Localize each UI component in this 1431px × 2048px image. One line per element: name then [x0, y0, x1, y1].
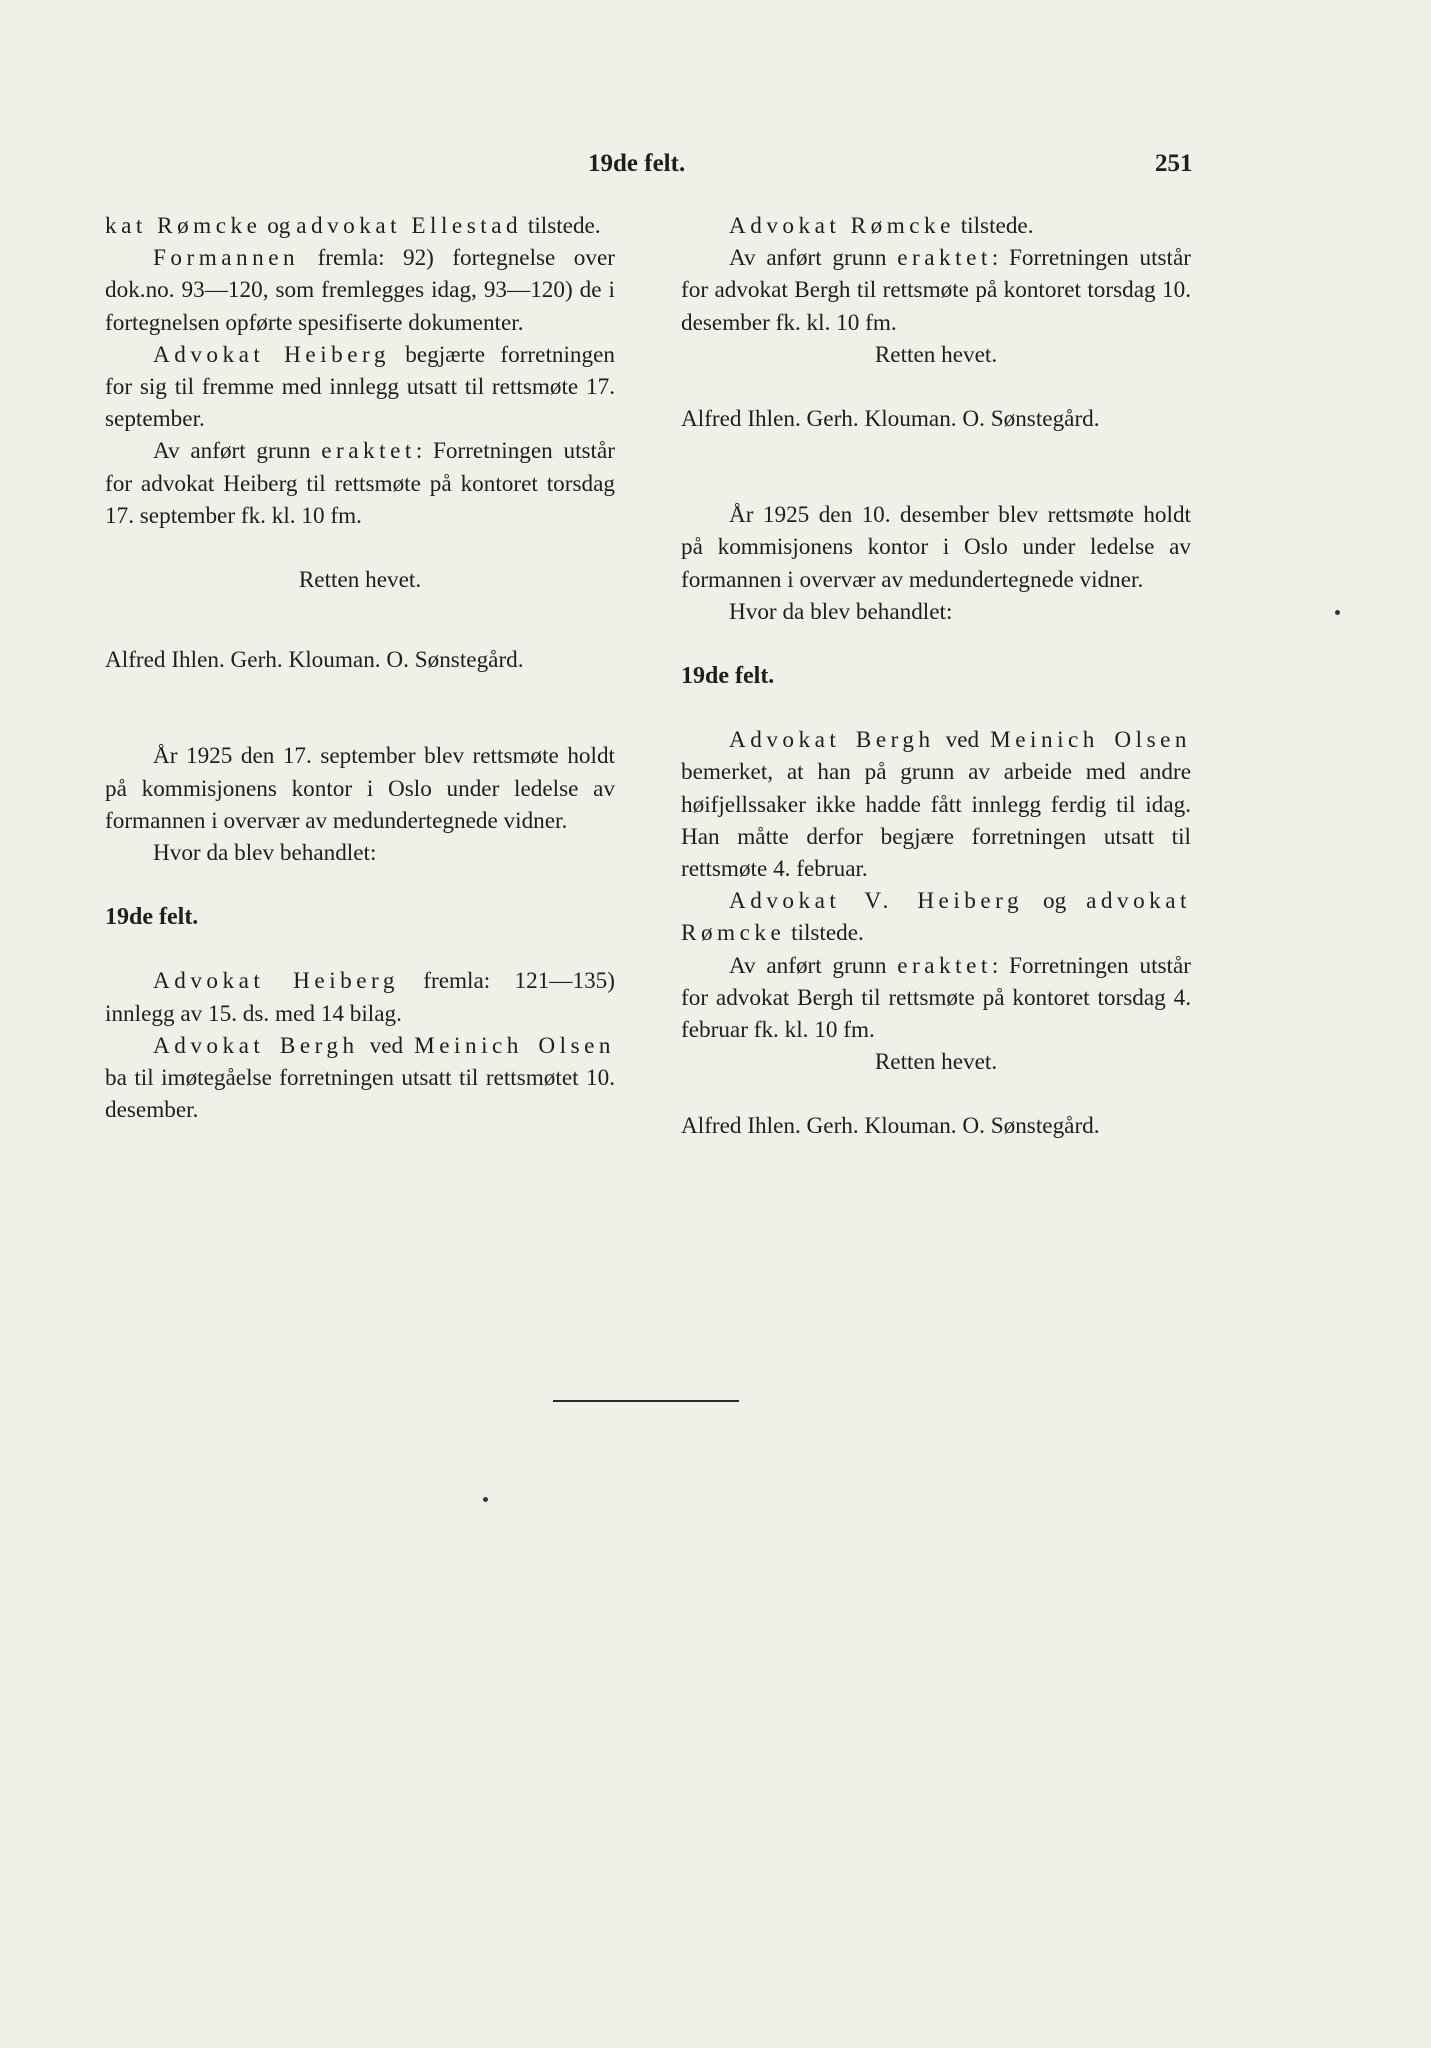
text-run: ved: [934, 727, 991, 754]
paragraph: [105, 242, 615, 339]
text-run: Av anført grunn: [729, 952, 898, 979]
signatures: Alfred Ihlen. Gerh. Klouman. O. Sønstegård.: [681, 1113, 1100, 1140]
spaced-word: eraktet: [897, 952, 992, 979]
running-title: 19de felt.: [588, 150, 686, 177]
paragraph: [681, 885, 1191, 949]
page-speck: [1335, 610, 1340, 615]
text-run: ba til imøtegåelse forretningen utsatt til rettsmøtet 10. desember.: [105, 1065, 615, 1124]
spaced-name: Advokat Heiberg: [153, 968, 399, 995]
spaced-name: advokat Rømcke: [681, 888, 1191, 947]
text-run: Av anført grunn: [153, 438, 322, 465]
closing-line: Retten hevet.: [874, 1049, 998, 1076]
text-run: tilstede.: [954, 213, 1034, 239]
paragraph: [105, 210, 615, 242]
spaced-name: advokat Ellestad: [296, 213, 523, 239]
signatures: Alfred Ihlen. Gerh. Klouman. O. Sønstegård.: [681, 406, 1100, 433]
closing-line: Retten hevet.: [298, 567, 422, 594]
right-column: [681, 210, 1191, 1143]
paragraph: [105, 1030, 615, 1127]
text-run: : Forretningen utstår for advokat Bergh til rettsmøte på kontoret torsdag 4. februar fk. kl. 10 fm.: [681, 952, 1191, 1044]
spaced-word: eraktet: [321, 438, 416, 465]
spaced-name: Formannen: [153, 245, 300, 272]
paragraph: [681, 724, 1191, 885]
paragraph: Hvor da blev behandlet:: [729, 598, 953, 625]
text-run: begjærte forretningen for sig til fremme med innlegg utsatt til rettsmøte 17. september.: [105, 341, 615, 433]
paragraph: [681, 950, 1191, 1047]
text-run: og: [1023, 888, 1087, 915]
paragraph: [105, 339, 615, 436]
paragraph: [681, 242, 1191, 339]
text-run: : Forretningen utstår for advokat Heiberg til rettsmøte på kontoret torsdag 17. september fk. kl. 10 fm.: [105, 438, 615, 529]
text-run: tilstede.: [785, 920, 864, 947]
paragraph: [105, 965, 615, 1029]
spaced-name: Advokat Rømcke: [729, 213, 955, 239]
text-run: fremla: 121—135) innlegg av 15. ds. med 14 bilag.: [105, 968, 615, 1027]
section-heading: 19de felt.: [105, 904, 199, 931]
spaced-name: Meinich Olsen: [414, 1032, 616, 1059]
page-speck: [483, 1497, 488, 1502]
paragraph: [681, 210, 1191, 242]
paragraph: Hvor da blev behandlet:: [153, 840, 377, 867]
spaced-name: Advokat V. Heiberg: [729, 888, 1024, 915]
paragraph: [105, 435, 615, 532]
spaced-name: Advokat Heiberg: [153, 341, 390, 368]
left-column: [105, 210, 615, 1126]
spaced-name: Meinich Olsen: [990, 727, 1192, 754]
text-run: Av anført grunn: [729, 245, 898, 272]
spaced-name: Advokat Bergh: [729, 727, 935, 754]
text-run: : Forretningen utstår for advokat Bergh til rettsmøte på kontoret torsdag 10. desember fk. kl. 10 fm.: [681, 245, 1191, 336]
end-rule: [553, 1400, 739, 1402]
text-run: og: [261, 213, 297, 239]
signatures: Alfred Ihlen. Gerh. Klouman. O. Sønstegård.: [105, 647, 524, 674]
spaced-name: Advokat Bergh: [153, 1032, 359, 1059]
closing-line: Retten hevet.: [874, 341, 998, 368]
text-run: fremla: 92) fortegnelse over dok.no. 93—120, som fremlegges idag, 93—120) de i fortegnelsen opførte spesifiserte dokumenter.: [105, 245, 615, 336]
meeting-paragraph: År 1925 den 17. september blev rettsmøte holdt på kommisjonens kontor i Oslo under ledelse av formannen i overvær av medundertegnede vidner.: [105, 743, 615, 834]
section-heading: 19de felt.: [681, 663, 775, 690]
text-run: bemerket, at han på grunn av arbeide med andre høifjellssaker ikke hadde fått innlegg ferdig til idag. Han måtte derfor begjære forretningen utsatt til rettsmøte 4. februar.: [681, 759, 1191, 883]
spaced-word: eraktet: [897, 245, 992, 272]
meeting-paragraph: År 1925 den 10. desember blev rettsmøte holdt på kommisjonens kontor i Oslo under ledelse av formannen i overvær av medundertegnede vidner.: [681, 502, 1191, 593]
spaced-name: kat Rømcke: [105, 213, 262, 239]
page-number: 251: [1155, 150, 1193, 177]
text-run: tilstede.: [522, 213, 601, 239]
text-run: ved: [358, 1032, 415, 1059]
